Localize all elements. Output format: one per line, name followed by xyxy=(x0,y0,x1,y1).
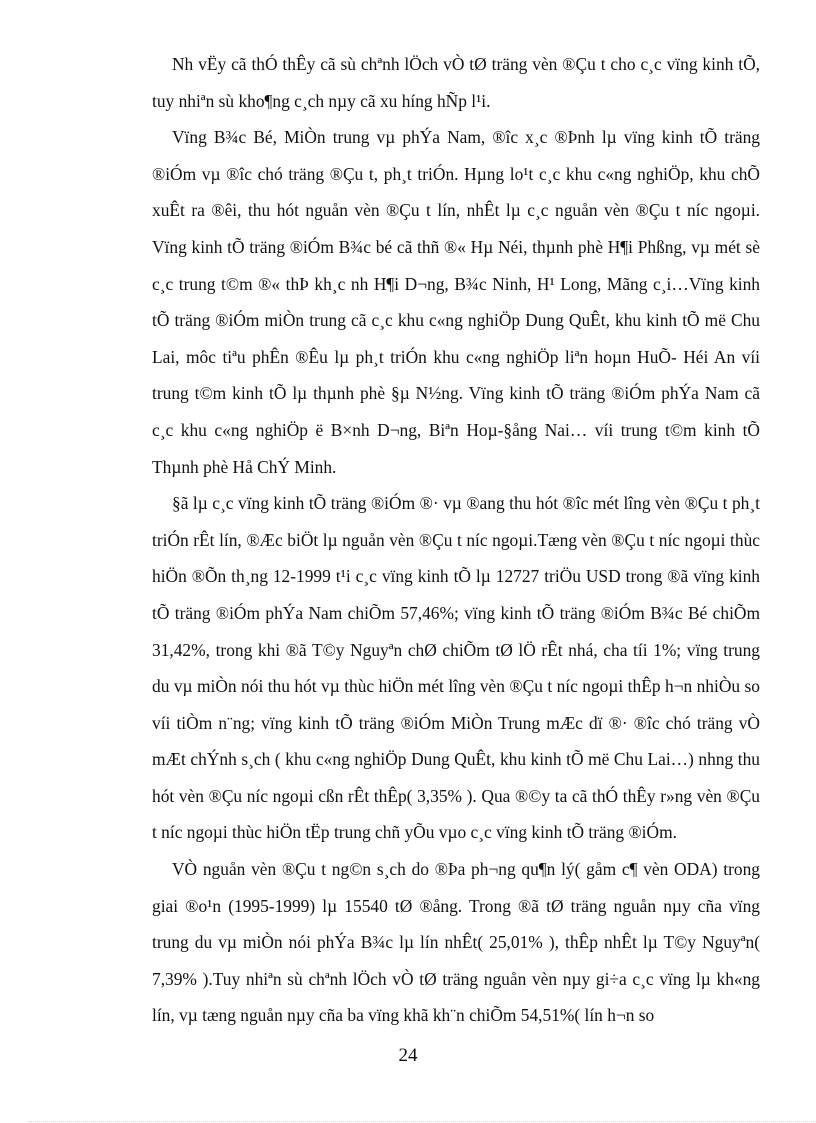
page-number: 24 xyxy=(398,1045,418,1066)
paragraph-1: Nh vËy cã thÓ thÊy cã sù chªnh lÖch vÒ tØ träng vèn ®Çu t cho c¸c vïng kinh tÕ, tuy nhiªn sù kho¶ng c¸ch nµy cã xu híng hÑp l¹i. xyxy=(152,54,760,111)
page-bottom-divider xyxy=(28,1121,816,1122)
paragraph-4: VÒ nguån vèn ®Çu t ng©n s¸ch do ®Þa ph¬ng qu¶n lý( gåm c¶ vèn ODA) trong giai ®o¹n (1995-1999) lµ 15540 tØ ®ång. Trong ®ã tØ träng nguån nµy cña vïng trung du vµ miÒn nói phÝa B¾c lµ lín nhÊt( 25,01% ), thÊp nhÊt lµ T©y Nguyªn( 7,39% ).Tuy nhiªn sù chªnh lÖch vÒ tØ träng nguån vèn nµy gi÷a c¸c vïng lµ kh«ng lín, vµ tæng nguån nµy cña ba vïng khã kh¨n chiÕm 54,51%( lín h¬n so xyxy=(152,859,760,1026)
body-text xyxy=(152,46,760,1034)
paragraph-2: Vïng B¾c Bé, MiÒn trung vµ phÝa Nam, ®îc x¸c ®Þnh lµ vïng kinh tÕ träng ®iÓm vµ ®îc chó träng ®Çu t, ph¸t triÓn. Hµng lo¹t c¸c khu c«ng nghiÖp, khu chÕ xuÊt ra ®êi, thu hót nguån vèn ®Çu t lín, nhÊt lµ c¸c nguån vèn ®Çu t níc ngoµi. Vïng kinh tÕ träng ®iÓm B¾c bé cã thñ ®« Hµ Néi, thµnh phè H¶i Phßng, vµ mét sè c¸c trung t©m ®« thÞ kh¸c nh H¶i D¬ng, B¾c Ninh, H¹ Long, Mãng c¸i…Vïng kinh tÕ träng ®iÓm miÒn trung cã c¸c khu c«ng nghiÖp Dung QuÊt, khu kinh tÕ më Chu Lai, môc tiªu phÊn ®Êu lµ ph¸t triÓn khu c«ng nghiÖp liªn hoµn HuÕ- Héi An víi trung t©m kinh tÕ lµ thµnh phè §µ N½ng. Vïng kinh tÕ träng ®iÓm phÝa Nam cã c¸c khu c«ng nghiÖp ë B×nh D¬ng, Biªn Hoµ-§ång Nai… víi trung t©m kinh tÕ Thµnh phè Hå ChÝ Minh. xyxy=(152,127,760,477)
paragraph-3: §ã lµ c¸c vïng kinh tÕ träng ®iÓm ®· vµ ®ang thu hót ®îc mét lîng vèn ®Çu t ph¸t triÓn rÊt lín, ®Æc biÖt lµ nguån vèn ®Çu t níc ngoµi.Tæng vèn ®Çu t níc ngoµi thùc hiÖn ®Õn th¸ng 12-1999 t¹i c¸c vïng kinh tÕ lµ 12727 triÖu USD trong ®ã vïng kinh tÕ träng ®iÓm phÝa Nam chiÕm 57,46%; vïng kinh tÕ träng ®iÓm B¾c Bé chiÕm 31,42%, trong khi ®ã T©y Nguyªn chØ chiÕm tØ lÖ rÊt nhá, cha tíi 1%; vïng trung du vµ miÒn nói thu hót vµ thùc hiÖn mét lîng vèn ®Çu t níc ngoµi thÊp h¬n nhiÒu so víi tiÒm n¨ng; vïng kinh tÕ träng ®iÓm MiÒn Trung mÆc dï ®· ®îc chó träng vÒ mÆt chÝnh s¸ch ( khu c«ng nghiÖp Dung QuÊt, khu kinh tÕ më Chu Lai…) nhng thu hót vèn ®Çu níc ngoµi cßn rÊt thÊp( 3,35% ). Qua ®©y ta cã thÓ thÊy r»ng vèn ®Çu t níc ngoµi thùc hiÖn tËp trung chñ yÕu vµo c¸c vïng kinh tÕ träng ®iÓm. xyxy=(152,493,760,843)
